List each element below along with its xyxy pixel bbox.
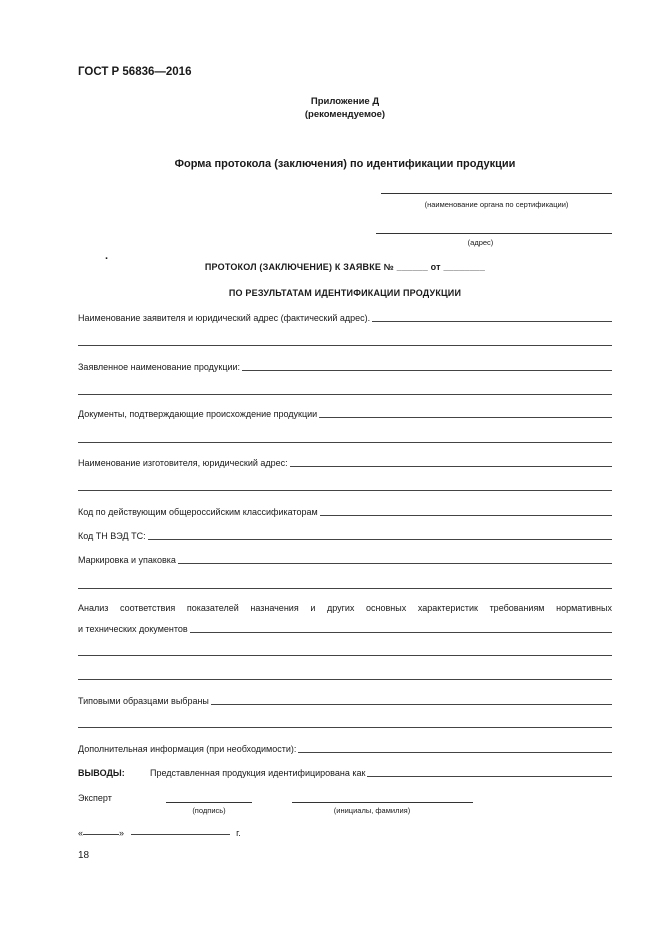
marking-line-2[interactable] [78,588,612,589]
samples-line-2[interactable] [78,727,612,728]
tnved-code-label: Код ТН ВЭД ТС: [78,531,146,541]
analysis-word: других [326,603,355,613]
analysis-line-3[interactable] [78,679,612,680]
documents-label: Документы, подтверждающие происхождение продукции [78,409,318,419]
marking-input-line[interactable] [178,563,612,564]
address-caption: (адрес) [467,238,494,247]
samples-label: Типовыми образцами выбраны [78,696,209,706]
conclusions-text: Представленная продукция идентифицирована как [150,768,366,778]
form-title: Форма протокола (заключения) по идентификации продукции [174,158,516,170]
marking-field[interactable] [78,555,612,565]
samples-input-line[interactable] [211,704,612,705]
date-open-quote: « [78,828,84,838]
manufacturer-label: Наименование изготовителя, юридический адрес: [78,458,288,468]
applicant-label: Наименование заявителя и юридический адрес (фактический адрес). [78,313,371,323]
stray-mark: . [105,250,109,262]
analysis-word: характеристик [417,603,478,613]
date-year-suffix: г. [236,828,241,838]
analysis-word: Анализ [78,603,109,613]
signature-caption: (подпись) [192,806,226,815]
analysis-line-2[interactable] [78,655,612,656]
okp-code-label: Код по действующим общероссийским классификаторам [78,507,318,517]
additional-info-input-line[interactable] [298,752,612,753]
samples-field[interactable] [78,696,612,706]
applicant-field[interactable] [78,313,612,323]
marking-label: Маркировка и упаковка [78,555,176,565]
product-name-line-2[interactable] [78,394,612,395]
date-close-quote: » [119,828,125,838]
product-name-label: Заявленное наименование продукции: [78,362,241,372]
tnved-code-input-line[interactable] [148,539,612,540]
additional-info-label: Дополнительная информация (при необходимости): [78,744,297,754]
product-name-field[interactable] [78,362,612,372]
analysis-field[interactable] [78,624,612,634]
analysis-word: назначения [250,603,299,613]
okp-code-input-line[interactable] [320,515,612,516]
page-number: 18 [78,850,90,861]
address-line[interactable] [376,233,612,234]
applicant-input-line[interactable] [372,321,612,322]
analysis-word: нормативных [556,603,612,613]
applicant-line-2[interactable] [78,345,612,346]
manufacturer-field[interactable] [78,458,612,468]
date-day-line[interactable] [83,834,119,835]
product-name-input-line[interactable] [242,370,612,371]
protocol-heading: ПРОТОКОЛ (ЗАКЛЮЧЕНИЕ) К ЗАЯВКЕ № ______ от ________ [204,262,486,272]
okp-code-field[interactable] [78,507,612,517]
manufacturer-input-line[interactable] [290,466,612,467]
name-line[interactable] [292,802,473,803]
analysis-word: требованиям [489,603,545,613]
certification-body-line[interactable] [381,193,612,194]
appendix-note: (рекомендуемое) [304,109,386,120]
standard-number: ГОСТ Р 56836—2016 [78,66,192,78]
analysis-word: соответствия [120,603,176,613]
expert-label: Эксперт [78,793,112,803]
conclusions-input-line[interactable] [367,776,612,777]
analysis-label-line-2: и технических документов [78,624,188,634]
tnved-code-field[interactable] [78,531,612,541]
signature-line[interactable] [166,802,252,803]
additional-info-field[interactable] [78,744,612,754]
analysis-input-line[interactable] [190,632,612,633]
appendix-title: Приложение Д [310,96,380,107]
analysis-word: показателей [186,603,239,613]
analysis-word: и [310,603,316,613]
analysis-label-line-1 [78,603,612,613]
documents-line-2[interactable] [78,442,612,443]
manufacturer-line-2[interactable] [78,490,612,491]
analysis-word: основных [366,603,407,613]
documents-field[interactable] [78,409,612,419]
conclusions-field[interactable] [78,768,612,778]
name-caption: (инициалы, фамилия) [333,806,411,815]
documents-input-line[interactable] [319,417,612,418]
protocol-subheading: ПО РЕЗУЛЬТАТАМ ИДЕНТИФИКАЦИИ ПРОДУКЦИИ [228,288,462,298]
date-month-line[interactable] [131,834,230,835]
certification-body-caption: (наименование органа по сертификации) [424,200,569,209]
date-field[interactable] [78,828,241,838]
conclusions-label: ВЫВОДЫ: [78,768,125,778]
